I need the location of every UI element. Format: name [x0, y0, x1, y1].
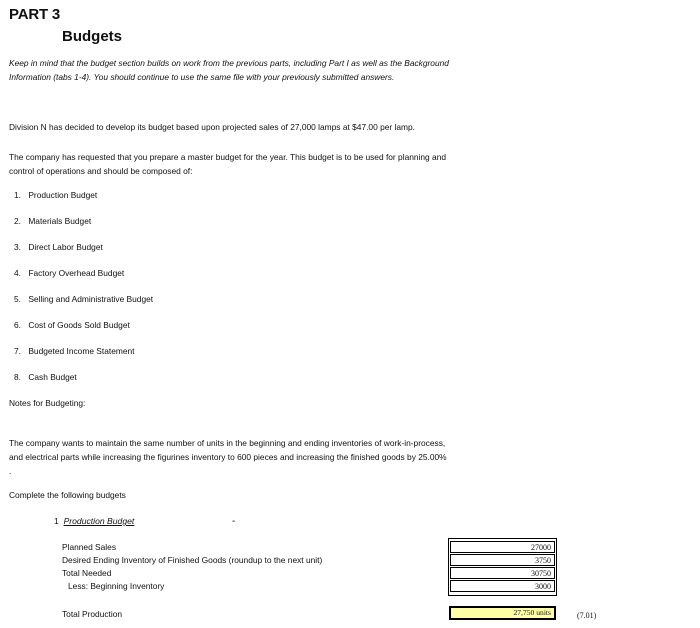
budget-item-label: Budgeted Income Statement: [28, 346, 135, 356]
beginning-inventory-label: Less: Beginning Inventory: [68, 581, 165, 591]
budget-item: [14, 242, 103, 252]
inventory-paragraph: The company wants to maintain the same number of units in the beginning and ending inventories of work-in-process, and electrical parts while increasing the figurines inventory to 600 pieces and increasing the finished goods by 25.00% .: [9, 438, 447, 476]
planned-sales-cell[interactable]: 27000: [450, 541, 555, 553]
budget-item-number: 4.: [14, 268, 21, 278]
beginning-inventory-cell[interactable]: 3000: [450, 580, 555, 592]
dash-mark: -: [232, 516, 236, 527]
complete-label: Complete the following budgets: [9, 490, 126, 500]
budget-item: [14, 372, 77, 382]
division-paragraph: Division N has decided to develop its budget based upon projected sales of 27,000 lamps at $47.00 per lamp.: [9, 122, 415, 132]
production-budget-title: Production Budget: [63, 516, 135, 526]
part-heading: PART 3: [9, 6, 61, 23]
budget-item-number: 3.: [14, 242, 21, 252]
budget-item-label: Production Budget: [28, 190, 98, 200]
budget-item-number: 1.: [14, 190, 21, 200]
total-needed-label: Total Needed: [62, 568, 112, 578]
total-production-label: Total Production: [62, 609, 123, 619]
production-budget-heading: [54, 516, 134, 526]
notes-label: Notes for Budgeting:: [9, 398, 86, 408]
total-needed-cell[interactable]: 30750: [450, 567, 555, 579]
budget-item-number: 7.: [14, 346, 21, 356]
budget-item-number: 8.: [14, 372, 21, 382]
planned-sales-label: Planned Sales: [62, 542, 117, 552]
section-number: 1: [54, 516, 59, 526]
total-production-cell[interactable]: 27,750 units: [449, 606, 556, 620]
budget-item-label: Factory Overhead Budget: [28, 268, 125, 278]
budget-item-label: Cost of Goods Sold Budget: [28, 320, 130, 330]
ending-inventory-cell[interactable]: 3750: [450, 554, 555, 566]
budget-item: [14, 346, 134, 356]
budget-item-label: Cash Budget: [28, 372, 77, 382]
answer-reference: (7.01): [577, 611, 597, 620]
budget-item-number: 2.: [14, 216, 21, 226]
budget-item-number: 6.: [14, 320, 21, 330]
budget-item-number: 5.: [14, 294, 21, 304]
budget-item: [14, 320, 130, 330]
budget-item: [14, 190, 97, 200]
budget-item-label: Materials Budget: [28, 216, 92, 226]
budget-item: [14, 294, 153, 304]
budget-item: [14, 216, 91, 226]
request-paragraph: The company has requested that you prepare a master budget for the year. This budget is to be used for planning and control of operations and should be composed of:: [9, 152, 447, 176]
page-title: Budgets: [62, 28, 122, 45]
budget-item-label: Direct Labor Budget: [28, 242, 103, 252]
ending-inventory-label: Desired Ending Inventory of Finished Goods (roundup to the next unit): [62, 555, 323, 565]
budget-item-label: Selling and Administrative Budget: [28, 294, 154, 304]
intro-paragraph: Keep in mind that the budget section builds on work from the previous parts, including Part I as well as the Background Information (tabs 1-4). You should continue to use the same file with your previously submitted answers.: [9, 58, 449, 82]
budget-item: [14, 268, 124, 278]
